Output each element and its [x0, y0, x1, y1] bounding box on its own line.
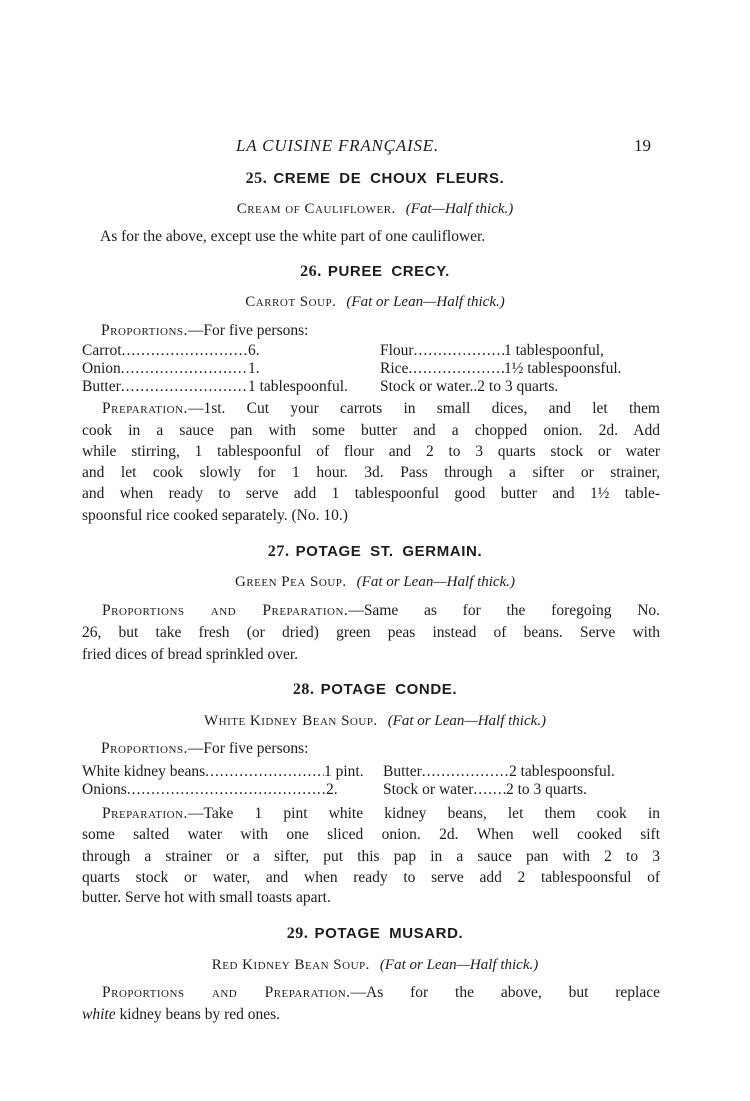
text: —Same as for the foregoing No.: [348, 602, 661, 619]
subtitle-name: Green Pea Soup.: [235, 574, 347, 590]
ingredient-name: Stock or water: [383, 781, 474, 798]
recipe-26-heading: [0, 263, 750, 281]
ingredient-name: Flour: [380, 342, 414, 359]
subtitle-name: Cream of Cauliflower.: [236, 201, 396, 217]
text: —1st. Cut your carrots in small dices, and let them: [187, 400, 660, 417]
recipe-28-preparation-line: quarts stock or water, and when ready to serve add 2 tablespoonsful of: [82, 869, 660, 886]
recipe-title: POTAGE CONDE.: [320, 681, 458, 698]
recipe-27-subtitle: [0, 574, 750, 591]
recipe-26-subtitle: [0, 294, 750, 311]
ingredient-name: Rice: [380, 360, 409, 377]
recipe-number: 27.: [267, 543, 290, 560]
text: —For five persons:: [187, 740, 309, 757]
recipe-28-heading: [0, 681, 750, 699]
emphasis: white: [82, 1006, 116, 1023]
subtitle-note: (Fat or Lean—Half thick.): [387, 713, 547, 729]
ingredient-qty: 1½ tablespoonsful.: [504, 360, 622, 377]
ingredient-row: [380, 360, 622, 378]
subtitle-name: Carrot Soup.: [245, 294, 337, 310]
ingredient-qty: 1 tablespoonful,: [504, 342, 604, 359]
ingredient-qty: 1 pint.: [324, 763, 364, 780]
ingredient-row: [82, 378, 348, 396]
ingredient-name: Onion: [82, 360, 121, 377]
ingredient-qty: 1.: [248, 360, 260, 377]
subtitle-note: (Fat—Half thick.): [405, 201, 514, 217]
text: —Take 1 pint white kidney beans, let them cook in: [187, 805, 660, 822]
recipe-25-subtitle: [0, 201, 750, 218]
label: Preparation.: [102, 400, 188, 417]
page-number: 19: [634, 136, 651, 155]
recipe-28-preparation-line: some salted water with one sliced onion. 2d. When well cooked sift: [82, 826, 660, 843]
recipe-28-preparation-line: [82, 805, 660, 823]
text: —For five persons:: [187, 322, 309, 339]
recipe-number: 26.: [300, 263, 322, 280]
recipe-27-line: [82, 602, 660, 620]
ingredient-row: [380, 378, 558, 396]
ingredient-row: [383, 763, 615, 781]
recipe-26-preparation-line: while stirring, 1 tablespoonful of flour and 2 to 3 quarts stock or water: [82, 443, 660, 460]
ingredient-row: [380, 342, 604, 360]
ingredient-qty: 2.: [326, 781, 338, 798]
text: —As for the above, but replace: [350, 984, 661, 1001]
running-header-title: LA CUISINE FRANÇAISE.: [236, 136, 440, 155]
label: Proportions and Preparation.: [102, 602, 349, 619]
label: Proportions and Preparation.: [102, 984, 351, 1001]
recipe-number: 28.: [292, 681, 315, 698]
recipe-title: CREME DE CHOUX FLEURS.: [273, 170, 505, 187]
recipe-28-subtitle: [0, 713, 750, 730]
recipe-title: POTAGE ST. GERMAIN.: [295, 543, 483, 560]
subtitle-note: (Fat or Lean—Half thick.): [346, 294, 505, 310]
ingredient-row: [82, 763, 364, 781]
recipe-number: 29.: [286, 925, 309, 942]
ingredient-name: White kidney beans: [82, 763, 206, 780]
ingredient-name: Carrot: [82, 342, 122, 359]
recipe-28-preparation-line: through a strainer or a sifter, put this pap in a sauce pan with 2 to 3: [82, 848, 660, 865]
recipe-29-line: [82, 1006, 660, 1024]
ingredient-row: [82, 781, 338, 799]
recipe-28-proportions: [101, 740, 308, 758]
ingredient-qty: 2 tablespoonsful.: [509, 763, 615, 780]
ingredient-qty: 2 to 3 quarts.: [506, 781, 587, 798]
recipe-title: PUREE CRECY.: [327, 263, 450, 280]
recipe-25-heading: [0, 170, 750, 188]
text: kidney beans by red ones.: [115, 1006, 281, 1023]
label: Proportions.: [101, 322, 188, 339]
ingredient-row: [82, 342, 260, 360]
recipe-26-preparation-line: and when ready to serve add 1 tablespoonful good butter and 1½ table-: [82, 485, 660, 502]
recipe-26-preparation-line: and let cook slowly for 1 hour. 3d. Pass through a sifter or strainer,: [82, 464, 660, 481]
recipe-29-heading: [0, 925, 750, 943]
recipe-26-preparation-line: [82, 400, 660, 418]
recipe-26-preparation-line: spoonsful rice cooked separately. (No. 10.): [82, 507, 348, 524]
recipe-29-subtitle: [0, 957, 750, 974]
ingredient-name: Onions: [82, 781, 127, 798]
recipe-title: POTAGE MUSARD.: [314, 925, 464, 942]
recipe-27-line: fried dices of bread sprinkled over.: [82, 646, 299, 663]
subtitle-name: Red Kidney Bean Soup.: [211, 957, 370, 973]
ingredient-qty: 6.: [248, 342, 260, 359]
recipe-27-heading: [0, 543, 750, 561]
recipe-25-body: As for the above, except use the white part of one cauliflower.: [100, 228, 486, 245]
subtitle-note: (Fat or Lean—Half thick.): [379, 957, 539, 973]
recipe-26-preparation-line: cook in a sauce pan with some butter and a chopped onion. 2d. Add: [82, 422, 660, 439]
recipe-28-preparation-line: butter. Serve hot with small toasts apart.: [82, 889, 331, 906]
ingredient-row: [82, 360, 260, 378]
ingredient-name: Butter: [383, 763, 422, 780]
subtitle-note: (Fat or Lean—Half thick.): [356, 574, 515, 590]
recipe-29-line: [82, 984, 660, 1002]
subtitle-name: White Kidney Bean Soup.: [203, 713, 378, 729]
recipe-number: 25.: [245, 170, 268, 187]
label: Proportions.: [101, 740, 188, 757]
ingredient-name: Stock or water.: [380, 378, 474, 395]
ingredient-qty: 1 tablespoonful.: [248, 378, 348, 395]
label: Preparation.: [102, 805, 188, 822]
recipe-26-proportions: [101, 322, 308, 340]
ingredient-qty: .2 to 3 quarts.: [473, 378, 559, 395]
ingredient-name: Butter: [82, 378, 121, 395]
ingredient-row: [383, 781, 587, 799]
recipe-27-line: 26, but take fresh (or dried) green peas instead of beans. Serve with: [82, 624, 660, 641]
